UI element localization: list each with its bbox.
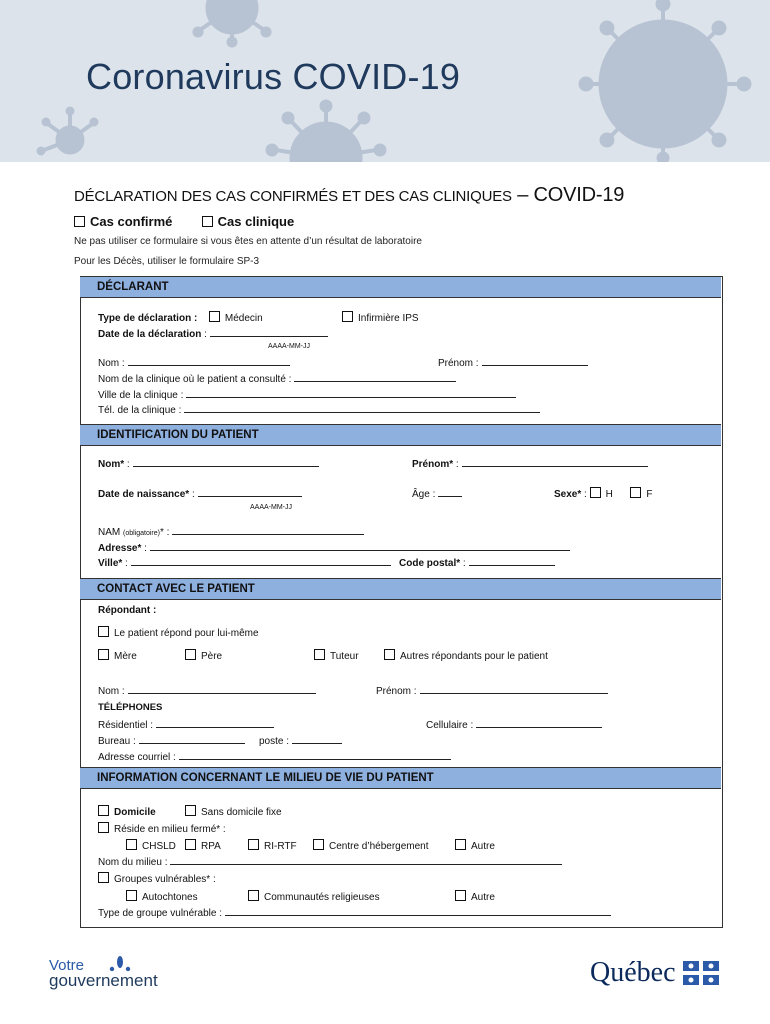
medecin-label: Médecin (224, 313, 263, 324)
patient-name-colon: : (124, 459, 130, 470)
contact-firstname-row (376, 684, 608, 697)
indigenous-checkbox[interactable] (126, 890, 137, 901)
extension-label: poste : (259, 736, 290, 747)
patient-firstname-colon: : (453, 459, 459, 470)
declarant-name-field[interactable] (128, 356, 290, 366)
extension-row (259, 734, 342, 747)
other-setting-checkbox[interactable] (455, 839, 466, 850)
patient-nam-label: NAM (98, 527, 121, 538)
logo-votre: Votre (49, 957, 85, 974)
section-declarant-header: DÉCLARANT (80, 276, 721, 298)
votre-gouvernement-logo (49, 956, 158, 988)
religious-option (248, 890, 380, 903)
patient-postal-row (399, 556, 555, 569)
patient-nam-required: (obligatoire) (123, 530, 160, 537)
mother-label: Mère (114, 651, 137, 662)
form-title-main: DÉCLARATION DES CAS CONFIRMÉS ET DES CAS CLINIQUES (74, 188, 512, 205)
declarant-firstname-label: Prénom : (438, 358, 479, 369)
self-responder-option (98, 626, 259, 639)
shelter-label: Centre d’hébergement (329, 841, 429, 852)
sex-f-label: F (646, 489, 653, 500)
medecin-checkbox[interactable] (209, 311, 220, 322)
ips-label: Infirmière IPS (358, 313, 419, 324)
closed-setting-option (98, 822, 226, 835)
clinic-name-row (98, 372, 456, 385)
patient-address-colon: : (141, 543, 147, 554)
ri-rtf-checkbox[interactable] (248, 839, 259, 850)
shelter-checkbox[interactable] (313, 839, 324, 850)
clinic-city-row (98, 388, 516, 401)
patient-address-row (98, 541, 570, 554)
case-type-row (74, 214, 294, 229)
declaration-date-field[interactable] (210, 327, 328, 337)
home-checkbox[interactable] (98, 805, 109, 816)
homeless-label: Sans domicile fixe (201, 807, 282, 818)
declaration-type-row (98, 311, 263, 324)
other-group-checkbox[interactable] (455, 890, 466, 901)
other-responders-checkbox[interactable] (384, 649, 395, 660)
patient-age-label: Âge : (412, 489, 436, 500)
setting-name-label: Nom du milieu : (98, 857, 168, 868)
vulnerable-groups-label: Groupes vulnérables* : (114, 874, 216, 885)
extension-field[interactable] (292, 734, 342, 744)
case-clinical-checkbox[interactable] (202, 216, 213, 227)
ips-checkbox[interactable] (342, 311, 353, 322)
declarant-name-row (98, 356, 290, 369)
clinic-city-field[interactable] (186, 388, 516, 398)
patient-city-label: Ville* (98, 558, 123, 569)
email-label: Adresse courriel : (98, 752, 176, 763)
telephones-heading: TÉLÉPHONES (98, 702, 163, 713)
sex-f-checkbox[interactable] (630, 487, 641, 498)
email-row (98, 750, 451, 763)
religious-label: Communautés religieuses (264, 892, 380, 903)
declaration-date-label: Date de la déclaration (98, 329, 202, 340)
contact-firstname-field[interactable] (420, 684, 608, 694)
office-phone-row (98, 734, 245, 747)
section-patient-header: IDENTIFICATION DU PATIENT (80, 424, 721, 446)
fleur-de-lis-flag-icon (683, 961, 719, 985)
contact-name-row (98, 684, 316, 697)
other-responders-label: Autres répondants pour le patient (400, 651, 548, 662)
form-title-sep: – (511, 184, 534, 206)
patient-sex-row: Sexe* : H F (554, 489, 653, 500)
guardian-label: Tuteur (330, 651, 359, 662)
chsld-option (126, 839, 176, 852)
clinic-name-label: Nom de la clinique où le patient a consulté : (98, 374, 292, 385)
patient-postal-field[interactable] (469, 556, 555, 566)
patient-postal-label: Code postal* (399, 558, 461, 569)
group-type-label: Type de groupe vulnérable : (98, 908, 222, 919)
patient-address-field[interactable] (150, 541, 570, 551)
vulnerable-groups-option (98, 872, 216, 885)
declarant-name-label: Nom : (98, 358, 125, 369)
patient-name-row (98, 457, 319, 470)
patient-age-field[interactable] (438, 487, 462, 497)
setting-name-row (98, 855, 562, 868)
clinic-name-field[interactable] (294, 372, 456, 382)
indigenous-option (126, 890, 198, 903)
clinic-city-label: Ville de la clinique : (98, 390, 184, 401)
logo-gouvernement: gouvernement (49, 971, 158, 990)
patient-name-field[interactable] (133, 457, 319, 467)
father-option (185, 649, 222, 662)
cell-phone-label: Cellulaire : (426, 720, 474, 731)
setting-name-field[interactable] (170, 855, 562, 865)
patient-firstname-label: Prénom* (412, 459, 454, 470)
cell-phone-row (426, 718, 602, 731)
father-label: Père (201, 651, 223, 662)
homeless-checkbox[interactable] (185, 805, 196, 816)
declaration-type-label: Type de déclaration : (98, 313, 198, 324)
closed-setting-label: Réside en milieu fermé* : (114, 824, 226, 835)
sex-h-label: H (605, 489, 613, 500)
contact-firstname-label: Prénom : (376, 686, 417, 697)
note-lab: Ne pas utiliser ce formulaire si vous êtes en attente d’un résultat de laboratoire (74, 236, 422, 247)
self-responder-checkbox[interactable] (98, 626, 109, 637)
form-title-covid: COVID-19 (533, 184, 625, 206)
covid-banner (0, 0, 770, 162)
case-confirmed-checkbox[interactable] (74, 216, 85, 227)
shelter-option (313, 839, 429, 852)
other-responders-option (384, 649, 548, 662)
patient-nam-field[interactable] (172, 525, 364, 535)
other-group-option (455, 890, 495, 903)
banner-title: Coronavirus COVID-19 (86, 56, 461, 97)
indigenous-label: Autochtones (142, 892, 198, 903)
chsld-label: CHSLD (142, 841, 176, 852)
patient-postal-colon: : (460, 558, 466, 569)
homeless-option (185, 805, 282, 818)
patient-dob-row (98, 487, 302, 500)
patient-city-row (98, 556, 391, 569)
quebec-logo (590, 957, 719, 989)
mother-checkbox[interactable] (98, 649, 109, 660)
contact-name-field[interactable] (128, 684, 316, 694)
guardian-checkbox[interactable] (314, 649, 325, 660)
patient-name-label: Nom* (98, 459, 125, 470)
office-phone-field[interactable] (139, 734, 245, 744)
patient-firstname-field[interactable] (462, 457, 648, 467)
declaration-date-hint: AAAA-MM-JJ (268, 343, 310, 350)
home-phone-label: Résidentiel : (98, 720, 154, 731)
home-phone-row (98, 718, 274, 731)
other-setting-option (455, 839, 495, 852)
patient-dob-field[interactable] (198, 487, 302, 497)
patient-firstname-row (412, 457, 648, 470)
patient-city-field[interactable] (131, 556, 391, 566)
patient-sex-label: Sexe* (554, 489, 582, 500)
declarant-firstname-field[interactable] (482, 356, 588, 366)
closed-setting-checkbox[interactable] (98, 822, 109, 833)
declaration-date-colon: : (201, 329, 207, 340)
patient-nam-tail: * : (159, 527, 170, 538)
rpa-checkbox[interactable] (185, 839, 196, 850)
patient-address-label: Adresse* (98, 543, 142, 554)
cell-phone-field[interactable] (476, 718, 602, 728)
mother-option (98, 649, 137, 662)
repondant-label: Répondant : (98, 605, 157, 616)
declaration-date-row (98, 327, 328, 340)
ri-rtf-option (248, 839, 297, 852)
guardian-option (314, 649, 359, 662)
ri-rtf-label: RI-RTF (264, 841, 297, 852)
self-responder-label: Le patient répond pour lui-même (114, 628, 259, 639)
patient-nam-row (98, 525, 364, 538)
other-group-label: Autre (471, 892, 495, 903)
patient-age-row (412, 487, 462, 500)
section-living-header: INFORMATION CONCERNANT LE MILIEU DE VIE DU PATIENT (80, 767, 721, 789)
other-setting-label: Autre (471, 841, 495, 852)
clinic-phone-row (98, 403, 540, 416)
sex-h-checkbox[interactable] (590, 487, 601, 498)
clinic-phone-field[interactable] (184, 403, 540, 413)
religious-checkbox[interactable] (248, 890, 259, 901)
chsld-checkbox[interactable] (126, 839, 137, 850)
vulnerable-groups-checkbox[interactable] (98, 872, 109, 883)
home-option (98, 805, 156, 818)
section-contact-header: CONTACT AVEC LE PATIENT (80, 578, 721, 600)
rpa-option (185, 839, 221, 852)
home-label: Domicile (114, 807, 156, 818)
father-checkbox[interactable] (185, 649, 196, 660)
home-phone-field[interactable] (156, 718, 274, 728)
case-confirmed-label: Cas confirmé (90, 214, 173, 229)
patient-dob-label: Date de naissance* (98, 489, 190, 500)
ips-option (342, 311, 419, 324)
quebec-wordmark: Québec (590, 957, 676, 988)
patient-dob-hint: AAAA-MM-JJ (250, 504, 292, 511)
note-deces: Pour les Décès, utiliser le formulaire SP-3 (74, 256, 260, 267)
form-title (74, 184, 624, 207)
declarant-firstname-row (438, 356, 588, 369)
email-field[interactable] (179, 750, 451, 760)
group-type-row (98, 906, 611, 919)
clinic-phone-label: Tél. de la clinique : (98, 405, 182, 416)
group-type-field[interactable] (225, 906, 611, 916)
contact-name-label: Nom : (98, 686, 125, 697)
office-phone-label: Bureau : (98, 736, 136, 747)
patient-city-colon: : (122, 558, 128, 569)
rpa-label: RPA (201, 841, 221, 852)
patient-dob-colon: : (189, 489, 195, 500)
case-clinical-label: Cas clinique (217, 214, 295, 229)
